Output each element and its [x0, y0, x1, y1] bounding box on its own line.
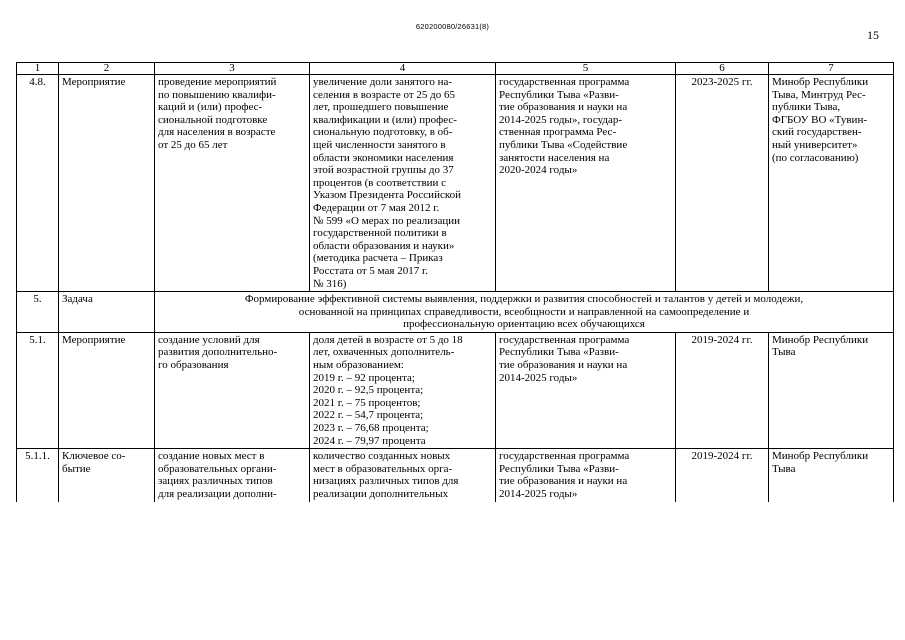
- page-number: 15: [867, 28, 879, 42]
- row-number: 5.: [17, 292, 59, 333]
- program-document: государственная программа Республики Тыва «Разви- тие образования и науки на 2014-2025 годы», государ- ственная программа Рес- публики Тыва «Содействие занятости населения на 2020-2024 годы»: [496, 75, 676, 292]
- column-header: 3: [155, 63, 310, 75]
- table-row: [17, 292, 894, 333]
- implementation-period: 2023-2025 гг.: [676, 75, 769, 292]
- row-type: Задача: [59, 292, 155, 333]
- column-header: 7: [769, 63, 894, 75]
- document-id: 620200080/26631(8): [415, 22, 490, 31]
- column-header: 5: [496, 63, 676, 75]
- column-number-row: [17, 63, 894, 75]
- column-header: 1: [17, 63, 59, 75]
- program-document: государственная программа Республики Тыва «Разви- тие образования и науки на 2014-2025 годы»: [496, 332, 676, 448]
- column-header: 4: [310, 63, 496, 75]
- row-type: Мероприятие: [59, 332, 155, 448]
- result-indicator: количество созданных новых мест в образовательных орга- низациях различных типов для реализации дополнительных: [310, 449, 496, 502]
- table-row: [17, 332, 894, 448]
- task-description: Формирование эффективной системы выявления, поддержки и развития способностей и талантов у детей и молодежи, основанной на принципах справедливости, всеобщности и направленной на самоопределение и профессиональную ориентацию всех обучающихся: [155, 292, 894, 333]
- program-document: государственная программа Республики Тыва «Разви- тие образования и науки на 2014-2025 годы»: [496, 449, 676, 502]
- row-number: 5.1.: [17, 332, 59, 448]
- responsible-executor: Минобр Республики Тыва: [769, 449, 894, 502]
- measures-table: [16, 62, 894, 502]
- implementation-period: 2019-2024 гг.: [676, 332, 769, 448]
- row-type: Ключевое со- бытие: [59, 449, 155, 502]
- row-number: 5.1.1.: [17, 449, 59, 502]
- responsible-executor: Минобр Республики Тыва, Минтруд Рес- публики Тыва, ФГБОУ ВО «Тувин- ский государствен- ный университет» (по согласованию): [769, 75, 894, 292]
- column-header: 2: [59, 63, 155, 75]
- measure-name: проведение мероприятий по повышению квалифи- каций и (или) профес- сиональной подготовке для населения в возрасте от 25 до 65 лет: [155, 75, 310, 292]
- responsible-executor: Минобр Республики Тыва: [769, 332, 894, 448]
- table-row: [17, 449, 894, 502]
- table-row: [17, 75, 894, 292]
- column-header: 6: [676, 63, 769, 75]
- result-indicator: доля детей в возрасте от 5 до 18 лет, охваченных дополнитель- ным образованием: 2019 г. – 92 процента; 2020 г. – 92,5 процента; 2021 г. – 75 процентов; 2022 г. – 54,7 процента; 2023 г. – 76,68 процента; 2024 г. – 79,97 процента: [310, 332, 496, 448]
- row-type: Мероприятие: [59, 75, 155, 292]
- row-number: 4.8.: [17, 75, 59, 292]
- result-indicator: увеличение доли занятого на- селения в возрасте от 25 до 65 лет, прошедшего повышение квалификации и (или) профес- сиональную подготовку, в об- щей численности занятого в области экономики населения этой возрастной группы до 37 процентов (в соответствии с Указом Президента Российской Федерации от 7 мая 2012 г. № 599 «О мерах по реализации государственной политики в области образования и науки» (методика расчета – Приказ Росстата от 5 мая 2017 г. № 316): [310, 75, 496, 292]
- measure-name: создание новых мест в образовательных органи- зациях различных типов для реализации дополни-: [155, 449, 310, 502]
- implementation-period: 2019-2024 гг.: [676, 449, 769, 502]
- measure-name: создание условий для развития дополнительно- го образования: [155, 332, 310, 448]
